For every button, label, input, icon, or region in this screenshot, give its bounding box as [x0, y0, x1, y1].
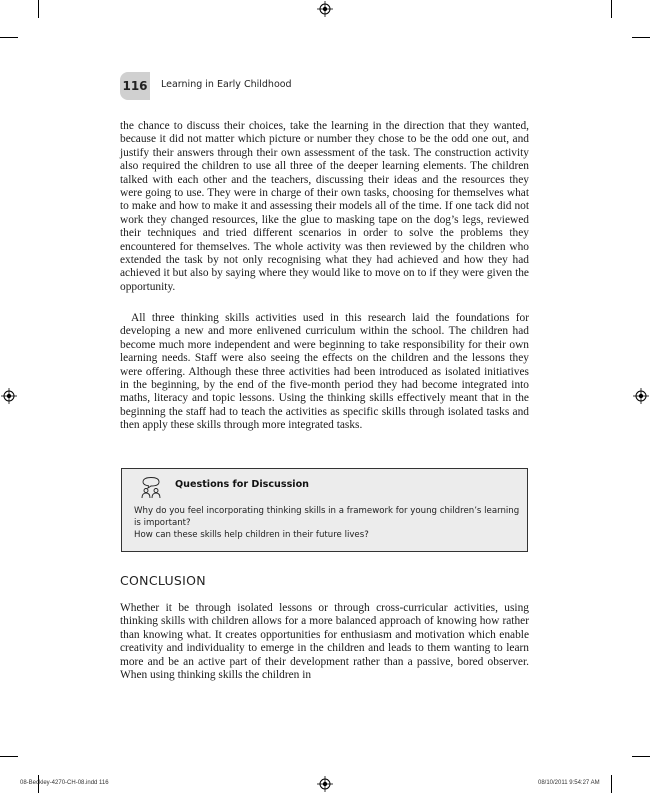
running-title: Learning in Early Childhood	[161, 79, 292, 90]
crop-mark	[611, 775, 612, 793]
slug-filename: 08-Beckley-4270-CH-08.indd 116	[20, 780, 109, 786]
body-paragraph-1: the chance to discuss their choices, take the learning in the direction that they wanted, because it did not matter which picture or number they chose to be the odd one out, and justify their answers through their own assessment of the task. The construction activity also required the children to use all three of the deeper learning elements. The children talked with each other and the teachers, discussing their ideas and the resources they were going to use. They were in charge of their own tasks, choosing for themselves what to make and how to make it and assessing their models all of the time. If one tack did not work they changed resources, like the glue to masking tape on the dog’s legs, reviewed their techniques and tried different scenarios in order to solve the problems they encountered for themselves. The whole activity was then reviewed by the children who extended the task by not only recognising what they had achieved and how they had achieved it but also by saying where they would like to move on to if they were given the opportunity.	[120, 120, 529, 293]
registration-mark-icon	[317, 776, 333, 792]
body-paragraph-2: All three thinking skills activities used in this research laid the foundations for developing a new and more enlivened curriculum within the school. The children had become much more independent and were beginning to take responsibility for their own learning needs. Staff were also seeing the effects on the children and the lessons they were offering. Although these three activities had been introduced as isolated initiatives in the beginning, by the end of the five-month period they had become integrated into maths, literacy and topic lessons. Using the thinking skills effectively meant that in the beginning the staff had to teach the activities as specific skills through isolated tasks and then apply these skills through more integrated tasks.	[120, 312, 529, 432]
discussion-question-1: Why do you feel incorporating thinking skills in a framework for young children’s learning is important?	[134, 506, 520, 528]
discussion-people-icon	[139, 477, 163, 499]
slug-timestamp: 08/10/2011 9:54:27 AM	[538, 780, 600, 786]
discussion-box	[121, 468, 528, 552]
page-number: 116	[120, 72, 150, 100]
crop-mark	[611, 0, 612, 18]
crop-mark	[0, 37, 18, 38]
crop-mark	[38, 0, 39, 18]
discussion-question-2: How can these skills help children in their future lives?	[134, 530, 369, 540]
registration-mark-icon	[317, 1, 333, 17]
section-heading: CONCLUSION	[120, 573, 206, 588]
conclusion-paragraph: Whether it be through isolated lessons or through cross-curricular activities, using thinking skills with children allows for a more balanced approach of knowing how rather than knowing what. It creates opportunities for enthusiasm and motivation which enable creativity and individuality to emerge in the children and leads to them wanting to learn more and be an active part of their development rather than a passive, bored observer. When using thinking skills the children in	[120, 602, 529, 682]
discussion-box-title: Questions for Discussion	[175, 479, 309, 490]
crop-mark	[632, 37, 650, 38]
crop-mark	[0, 756, 18, 757]
registration-mark-icon	[1, 388, 17, 404]
crop-mark	[632, 756, 650, 757]
registration-mark-icon	[633, 388, 649, 404]
